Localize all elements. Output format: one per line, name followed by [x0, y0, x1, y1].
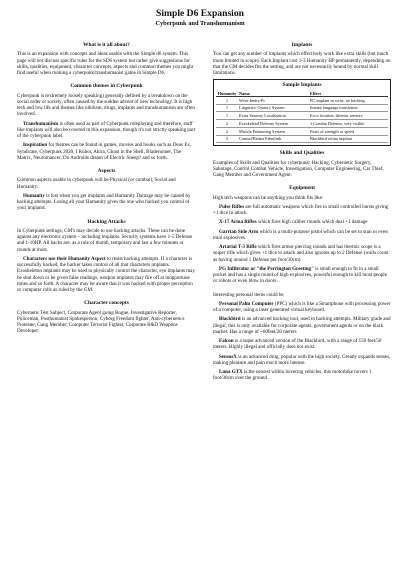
transhumanism-paragraph [17, 121, 196, 140]
humanity-text: is lost when you get implants and Humanity Damage may be caused by hacking attempts. Losing all your Humanity gives the one who hacked you control of your implants. [17, 192, 191, 212]
cell-humanity: 1 [216, 112, 238, 120]
document-title: Simple D6 Expansion [156, 8, 244, 19]
item-term: Luna GTX [219, 369, 243, 376]
item-term: Personal Palm Computer [219, 300, 274, 307]
item-term: X-17 Arma Rifles [219, 219, 257, 226]
left-column [17, 42, 196, 338]
item-text: which fires armor piercing rounds and has thermic scope is a sniper rifle which gives +1 dice to attack and also ignores up to 2 Defense (walls count as having around 1 Defense per foot/30cm) [213, 244, 389, 263]
list-item [213, 229, 391, 242]
list-item [213, 354, 391, 367]
cell-name: Extra Sensory Localization [238, 112, 309, 120]
list-item [213, 301, 391, 314]
concepts-heading: Character concepts [84, 300, 129, 307]
item-term: Artarial T-3 Rifle [219, 244, 257, 251]
list-item [213, 244, 391, 263]
cell-effect: 1 Combat Defense, very visible [309, 120, 388, 128]
inspiration-term: Inspiration [23, 142, 48, 149]
item-text: is the newest within hovering vehicles, this motorbike hovers 1 foot/30cm over the ground. [213, 369, 372, 382]
document-subtitle: Cyberpunk and Transhumanism [155, 20, 245, 27]
implants-text: You can get any number of implants which effectively work like extra skills (but much more limited in scope). Each Implant cost 1-3 Humanity HP permanently, depending on that the GM decides fits the setting, and are not necessarily bound by normal skill limitations. [213, 51, 391, 76]
list-item [213, 266, 391, 285]
cell-humanity: 3 [216, 135, 238, 143]
humanity-term: Humanity [23, 192, 45, 199]
item-text: which fires high caliber rounds which deal +1 damage [256, 219, 368, 226]
col-header-humanity: Humanity [217, 90, 237, 96]
about-heading: What is it all about? [83, 42, 130, 48]
item-text: are full automatic weapons which fire in small controlled bursts giving +1 dice to attack. [213, 203, 389, 217]
implants-table [216, 91, 388, 144]
humanity-aspect-paragraph [17, 256, 196, 294]
aspects-paragraph: Common aspects usable in cyberpunk will be Physical (or combat), Social and Humanity. [17, 177, 176, 190]
themes-heading: Common themes in Cyberpunk [70, 83, 143, 90]
list-item [213, 219, 391, 225]
themes-paragraph: Cyberpunk is (extremely loosely speaking) generally defined by a breakdown on the social order or society, often caused by the sudden advent of new technology. It is high tech and low life and themes like nihilism, drugs, implants and transhumanism are often involved. [17, 92, 195, 118]
cell-humanity: 1 [216, 96, 238, 104]
table-row [216, 127, 388, 135]
table-row [216, 135, 388, 143]
item-term: Pulse Rifles [219, 203, 245, 210]
item-text: is an advanced hacking tool, used in hacking attempts. Military grade and illegal, this is only available for corporate agents, government agents or on the black market. Has a range of ~60feet/20 meters [213, 316, 391, 335]
table-row [216, 112, 388, 120]
sample-implants-table [213, 79, 391, 146]
list-item [213, 369, 391, 382]
skills-heading: Skills and Qualities [279, 150, 325, 157]
item-text: which is a multi-purpose pistol which can be set to stun or even mini explosives. [213, 228, 388, 241]
item-text: is an advanced drug, popular with the high society. Greatly expands senses, making pleasure and pain much more intense. [213, 353, 391, 366]
item-term: PG Infiltrator or "the Perrington Greeting" [219, 265, 314, 272]
list-item [213, 204, 391, 217]
table-row [216, 104, 388, 112]
cell-name: Linguistic Oratory System [238, 104, 309, 112]
equipment-intro: High tech weapons can be anything you think fits like: [213, 194, 324, 201]
aspects-heading: Aspects [97, 168, 116, 174]
item-term: SensosX [219, 353, 237, 360]
personal-items-intro: Interesting personal items could be [213, 291, 284, 298]
col-header-name: Name [238, 91, 309, 97]
transhumanism-text: is often used as part of Cyberpunk roleplaying and therefore, stuff like implants will also be covered in this expansion, though it's not strictly speaking part of the cyberpunk label. [17, 120, 196, 139]
skills-text: Examples of Skills and Qualities for cyberpunk: Hacking, Cybernetic Surgery, Sabotage, Control Combat Vehicle, Investigation, Computer Engineering, Car Thief, Gang Member and Government Agent. [213, 159, 384, 179]
col-header-effect: Effect [309, 91, 388, 97]
item-text: is small enough to fit in a small pocket and has a single round of high explosives, powerful enough to kill most people or robots or even blow in doors. [213, 265, 387, 285]
cell-humanity: 1 [216, 104, 238, 112]
humanity-aspect-text: to resist hacking attempts. If a character is successfully hacked, the hacker takes control of all that characters implants. Exoskeleton implants may be used to physically control the character, eye implants may be shut down or be given false readings, weapon implants may fire off at inopportune times and so forth. A character may be aware that it was hacked with proper perception or computer rolls as ruled by the GM. [17, 255, 195, 293]
inspiration-paragraph [17, 142, 196, 161]
cell-effect: Instant language translation [309, 104, 388, 112]
cell-humanity: 2 [216, 120, 238, 128]
cell-effect: Ecco location, thermic sensors [309, 112, 388, 120]
cell-name: Muscle Enhancing System [238, 127, 309, 135]
item-text: is a super advanced version of the Blackbird, with a range of 150 feet/50 meters. Highly illegal and officially does not exist. [213, 338, 382, 351]
sample-implants-title: Sample Implants [282, 82, 322, 89]
equipment-heading: Equipment [289, 185, 315, 192]
humanity-paragraph [17, 193, 196, 212]
about-text: This is an expansion with concepts and ideas usable with the Simple d6 system. This page will not discuss specific rules for the SD6 system but rather give suggestions for skills, qualities, equipment, character concepts, aspects and common themes you might find useful when running a cyberpunk/transhumanist game in Simple D6. [17, 51, 194, 76]
concepts-text: Cybernetic Test Subject, Corporate Agent going Rogue, Investigative Reporter, Policeman, Posthumanist Spokesperson, Cyborg Freedom fighter, Anti-cybernetics Protester, Gang Member, Computer Terrorist Fighter, Corporate R&D Weapons Developer. [17, 309, 185, 335]
inspiration-text: for themes can be found in games, movies and books such as Deus Ex, Syndicate, Cyberpunk 2020, I Robot, Akira, Ghost in the Shell, Bladerunner, The Matrix, Neuromancer, Do Androids dream of Electric Sheep? and so forth. [17, 142, 192, 161]
list-item [213, 338, 391, 351]
cell-humanity: 2 [216, 127, 238, 135]
right-column [213, 42, 391, 385]
cell-effect: Feats of strength or speed [309, 127, 388, 135]
item-term: Garrian Side Arm [219, 228, 259, 235]
cell-name: Exoskeletal Defense System [238, 120, 309, 128]
implants-heading: Implants [291, 42, 313, 48]
item-text: (PPC) which is like a Smartphone with processing power of a computer, using a laser generated virtual keyboard. [213, 300, 391, 314]
cell-name: Cranial/Retina Etherlink [238, 135, 309, 143]
table-row [216, 120, 388, 128]
hacking-heading: Hacking Attacks [87, 218, 126, 225]
item-term: Falcon [219, 338, 234, 345]
hacking-paragraph: In Cyberpunk settings, GM's may decide to use hacking attacks. These can be done against any electronic system – including implants. Security systems have 1-5 Defense and 1-10HP. All hacks are, as a rule of thumb, temporary and last a few minutes or rounds at most. [17, 227, 193, 253]
cell-effect: Blackbird retina implant [309, 135, 388, 143]
table-row [216, 96, 388, 104]
transhumanism-term: Transhumanism [23, 120, 59, 127]
list-item [213, 316, 391, 335]
cell-effect: PC implant in wrist, no hacking [309, 96, 388, 104]
item-term: Blackbird [219, 316, 241, 323]
humanity-aspect-term: Characters use their Humanity Aspect [23, 255, 106, 262]
cell-name: Wrist-Index-Pc [238, 96, 309, 104]
